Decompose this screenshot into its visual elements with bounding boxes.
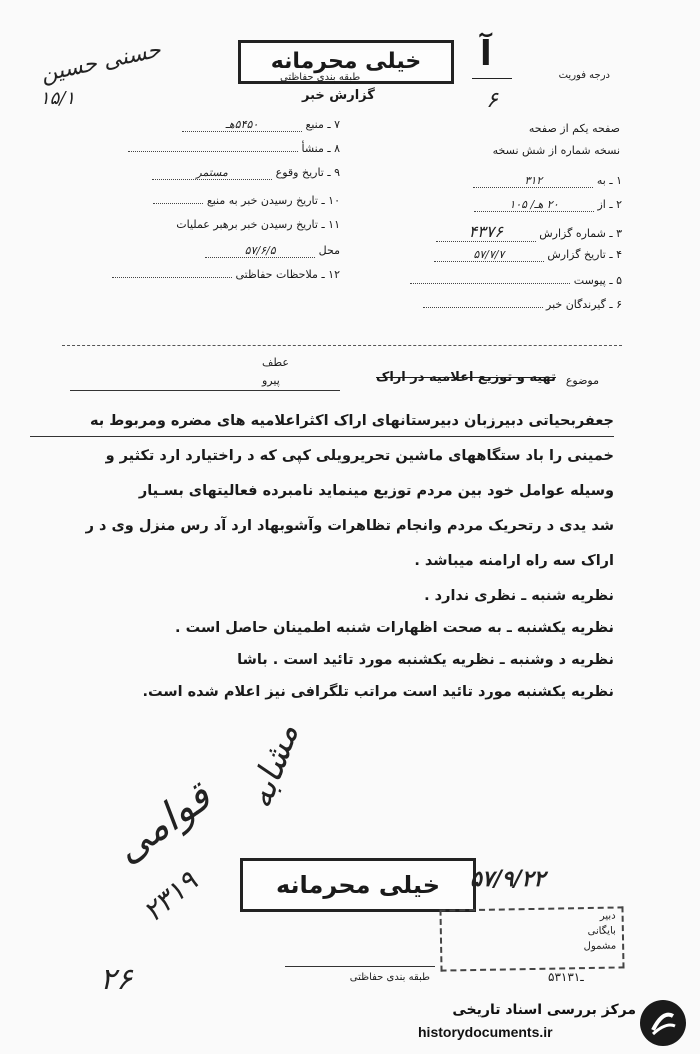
report-title: گزارش خبر [302, 88, 375, 103]
footer-classification-label: طبقه بندی حفاظتی [349, 972, 430, 983]
footer-rule [285, 966, 435, 967]
form-number: ۵۳ـ۱۳۱ [548, 970, 584, 984]
archive-logo-icon [640, 1000, 686, 1046]
page-info: صفحه یکم از صفحه [528, 122, 620, 135]
opinion-line: نظریه شنبه ـ نظری ندارد . [424, 588, 614, 604]
field-row: ۶ ـ گیرندگان خبر [372, 298, 622, 311]
handwritten-note: مشابه [239, 718, 307, 814]
copy-info: نسخه شماره از شش نسخه [492, 144, 620, 157]
classification-label: طبقه بندی حفاظتی [280, 72, 361, 83]
opinion-line: نظریه یکشنبه مورد تائید است مراتب تلگرافی نیز اعلام شده است. [142, 684, 614, 700]
receipt-line: دبیر [599, 910, 616, 922]
footer-date: ۵۷/۹/۲۲ [470, 866, 546, 892]
body-line: شد یدی د رتحریک مردم وانجام تظاهرات وآشوبهاد ارد آد رس منزل وی د ر [85, 518, 614, 534]
field-row: ۸ ـ منشأ [60, 142, 340, 155]
handwritten-number: ۲۳۱۹ [136, 864, 204, 929]
divider [62, 345, 622, 346]
field-row: ۹ ـ تاریخ وقوع مستمر [60, 166, 340, 180]
field-row: ۳ ـ شماره گزارش ۴۳۷۶ [372, 222, 622, 242]
field-row: محل ۵۷/۶/۵ [60, 244, 340, 258]
handwritten-signature: قوامی [106, 773, 220, 873]
opinion-line: نظریه یکشنبه ـ به صحت اظهارات شنبه اطمینان حاصل است . [175, 620, 614, 636]
receipt-line: مشمول [583, 940, 617, 953]
field-row: ۱۲ ـ ملاحظات حفاظتی [60, 268, 340, 281]
handwritten-bottom-left: ۲۶ [100, 962, 133, 997]
field-row: ۷ ـ منبع ۵۴۵۰هـ [60, 118, 340, 132]
field-row: ۵ ـ پیوست [372, 274, 622, 287]
subject-text: تهیه و توزیع اعلامیه در اراک [376, 370, 556, 385]
receipt-stamp [439, 906, 624, 971]
field-row: ۱۰ ـ تاریخ رسیدن خبر به منبع [60, 194, 340, 207]
handwritten-margin-note: حسنی حسین [38, 37, 164, 88]
subject-note-atf: عطف [262, 356, 289, 369]
body-line: خمینی را باد ستگاههای ماشین تحریرویلی کپی که د راختیارد ارد تکثیر و [105, 448, 614, 464]
priority-label: درجه فوریت [558, 70, 610, 81]
top-classification-stamp: خیلی محرمانه [238, 40, 454, 84]
subject-label: موضوع [565, 374, 599, 387]
opinion-line: نظریه د وشنبه ـ نظریه یکشنبه مورد تائید است . باشا [237, 652, 614, 668]
priority-sub: ۶ [486, 88, 498, 113]
field-row: ۴ ـ تاریخ گزارش ۵۷/۷/۷ [372, 248, 622, 262]
body-underline [30, 436, 614, 437]
subject-note-peyro: پیرو [262, 374, 280, 387]
field-row: ۱ ـ به ۳۱۲ [372, 174, 622, 188]
handwritten-margin-note-2: ۱۵/۱ [40, 88, 76, 109]
report-body [30, 406, 614, 709]
priority-value: آ [480, 34, 492, 74]
watermark-title: مرکز بررسی اسناد تاریخی [452, 1002, 636, 1018]
field-row: ۱۱ ـ تاریخ رسیدن خبر برهبر عملیات [176, 218, 340, 231]
priority-underline [472, 78, 512, 79]
subject-underline [70, 390, 340, 391]
receipt-line: بایگانی [587, 925, 616, 938]
field-row: ۲ ـ از ۲۰ هـ/ ۱۰۵ [372, 198, 622, 212]
bottom-classification-stamp: خیلی محرمانه [240, 858, 476, 912]
body-line: وسیله عوامل خود بین مردم توزیع مینماید نامبرده فعالیتهای بسـیار [138, 483, 614, 499]
body-line: اراک سه راه ارامنه میباشد . [414, 553, 614, 569]
body-line: جعفربحیاتی دبیرزبان دبیرستانهای اراک اکثراعلامیه های مضره ومربوط به [89, 413, 614, 429]
watermark-url: historydocuments.ir [418, 1024, 553, 1040]
